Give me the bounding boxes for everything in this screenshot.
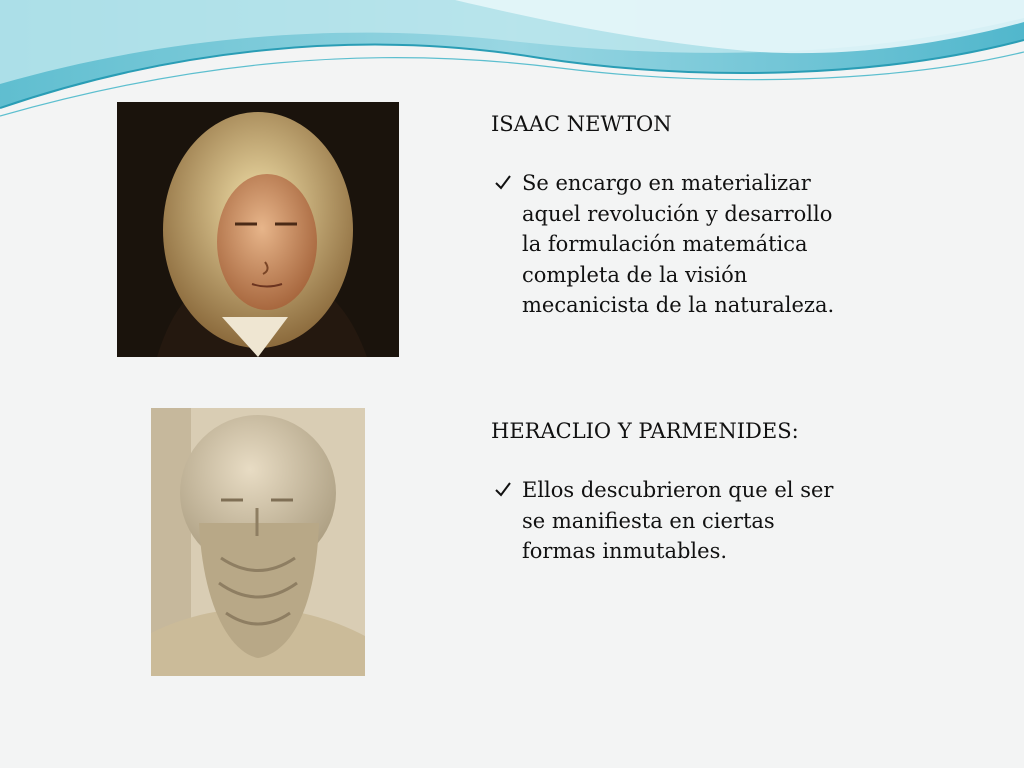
newton-section — [491, 110, 891, 321]
section-heading-heraclio: HERACLIO Y PARMENIDES: — [491, 419, 799, 443]
bullet-line: completa de la visión — [522, 262, 748, 287]
bullet-newton — [491, 168, 891, 321]
heraclio-parmenides-section — [491, 417, 891, 567]
bullet-heraclio — [491, 475, 891, 567]
bullet-line: formas inmutables. — [522, 539, 728, 563]
heraclitus-bust-photo — [151, 408, 365, 676]
bullet-line: Ellos descubrieron que el ser — [522, 478, 834, 502]
bullet-line: la formulación matemática — [522, 232, 808, 256]
checkmark-icon — [492, 475, 514, 505]
bullet-line: Se encargo en materializar — [522, 171, 811, 195]
bullet-line: se manifiesta en ciertas — [522, 508, 775, 533]
bullet-line: mecanicista de la naturaleza. — [522, 293, 835, 317]
isaac-newton-portrait — [117, 102, 399, 357]
bullet-line: aquel revolución y desarrollo — [522, 201, 833, 226]
section-heading-newton: ISAAC NEWTON — [491, 112, 672, 136]
checkmark-icon — [492, 168, 514, 198]
